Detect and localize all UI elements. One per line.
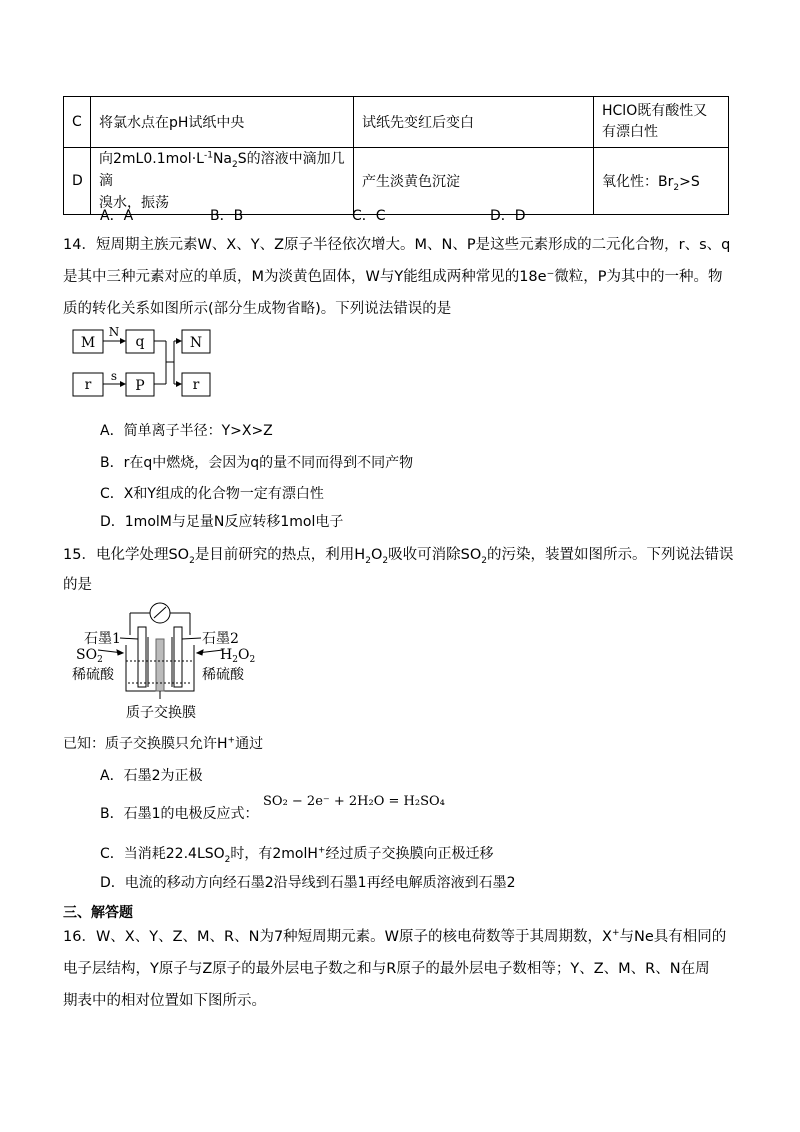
q15-option-a: A．石墨2为正极 xyxy=(100,768,203,784)
label-membrane: 质子交换膜 xyxy=(126,705,196,721)
op-sup: -1 xyxy=(203,150,213,161)
operation-line: 溴水，振荡 xyxy=(99,195,169,211)
op-text: 向2mL0.1mol·L xyxy=(99,151,204,167)
label-h2o2: $H_2O_2$ xyxy=(220,647,256,665)
q16-text: 16．W、X、Y、Z、M、R、N为7种短周期元素。W原子的核电荷数等于其周期数，X xyxy=(63,929,612,945)
concl-text: >S xyxy=(679,174,700,190)
q14-stem-line: 是其中三种元素对应的单质，M为淡黄色固体，W与Y能组成两种常见的18e⁻微粒，P为其中的一种。物 xyxy=(63,269,723,285)
q15-stem-line xyxy=(63,543,733,564)
conclusion-cell xyxy=(594,97,729,148)
known-sup: + xyxy=(227,735,236,746)
label-so2: $SO_2$ xyxy=(76,647,103,665)
label-arrow-s: s xyxy=(110,369,118,383)
q15-sub: 2 xyxy=(382,555,389,566)
q15-sub: 2 xyxy=(189,555,195,566)
q15-text: 是目前研究的热点，利用H xyxy=(194,547,366,563)
q15-option-d: D．电流的移动方向经石墨2沿导线到石墨1再经电解质溶液到石墨2 xyxy=(100,875,516,891)
q13-option-a: A．A xyxy=(100,208,134,224)
optc-sub: 2 xyxy=(224,854,231,865)
label-acid-left: 稀硫酸 xyxy=(72,667,114,683)
conclusion-line: HClO既有酸性又 xyxy=(602,103,708,119)
q15-option-b xyxy=(100,803,259,823)
label-r2: r xyxy=(192,377,200,393)
op-text: Na xyxy=(212,151,232,167)
op-sub: 2 xyxy=(232,159,238,170)
label-graphite-2: 石墨2 xyxy=(202,631,239,647)
q15-option-c xyxy=(100,843,493,863)
optc-text: 经过质子交换膜向正极迁移 xyxy=(325,846,494,862)
q15-sub: 2 xyxy=(481,555,487,566)
label-q: q xyxy=(135,334,145,350)
h2o2-arrow-head xyxy=(197,650,203,655)
concl-sub: 2 xyxy=(673,182,680,193)
table-row xyxy=(64,148,729,215)
q14-option-a: A．简单离子半径：Y>X>Z xyxy=(100,423,273,439)
label-n: N xyxy=(189,335,203,351)
q16-stem-line: 电子层结构，Y原子与Z原子的最外层电子数之和与R原子的最外层电子数相等；Y、Z、M、R、N在周 xyxy=(63,961,710,977)
operation-cell: 将氯水点在pH试纸中央 xyxy=(91,97,354,148)
phenomenon-cell: 试纸先变红后变白 xyxy=(354,97,594,148)
q14-option-c: C．X和Y组成的化合物一定有漂白性 xyxy=(100,486,324,502)
q16-sup: + xyxy=(611,928,620,939)
q13-option-c: C．C xyxy=(352,208,386,224)
q15-sub: 2 xyxy=(365,555,371,566)
q16-text: 与Ne具有相同的 xyxy=(619,929,727,945)
q14-option-d: D．1molM与足量N反应转移1mol电子 xyxy=(100,514,344,530)
q15-text: 吸收可消除SO xyxy=(388,547,482,563)
table-row xyxy=(64,97,729,148)
leader-line xyxy=(182,638,201,639)
label-acid-right: 稀硫酸 xyxy=(202,667,244,683)
q15-known xyxy=(63,733,263,753)
graphite-electrode-2 xyxy=(174,627,182,687)
known-text: 通过 xyxy=(235,736,264,752)
q14-conversion-diagram xyxy=(70,325,230,400)
section-heading: 三、解答题 xyxy=(63,905,133,921)
q15-stem-line: 的是 xyxy=(63,577,92,593)
concl-text: 氧化性：Br xyxy=(602,174,674,190)
conclusion-cell xyxy=(594,148,729,215)
conclusion-line: 有漂白性 xyxy=(602,124,658,140)
leader-line xyxy=(120,638,138,639)
operation-line xyxy=(99,148,353,192)
q15-text: O xyxy=(370,547,383,563)
q14-stem-line: 质的转化关系如图所示(部分生成物省略)。下列说法错误的是 xyxy=(63,301,452,317)
label-r1: r xyxy=(84,377,92,393)
electrolysis-cell-figure xyxy=(68,595,268,725)
label-m: M xyxy=(80,335,96,351)
q15-text: 15．电化学处理SO xyxy=(63,547,190,563)
so2-arrow-head xyxy=(117,650,123,655)
optc-text: C．当消耗22.4LSO xyxy=(100,846,225,862)
label-arrow-n: N xyxy=(108,325,120,339)
q15-text: 的污染，装置如图所示。下列说法错误 xyxy=(486,547,734,563)
q15-option-b-equation: SO₂ − 2e⁻ + 2H₂O = H₂SO₄ xyxy=(263,794,445,809)
optc-sup: + xyxy=(317,845,326,856)
op-text: S的溶液中滴加几滴 xyxy=(99,151,345,189)
optb-label: B．石墨1的电极反应式： xyxy=(100,806,259,822)
q13-option-d: D．D xyxy=(490,208,526,224)
optc-text: 时，有2molH xyxy=(230,846,318,862)
phenomenon-cell: 产生淡黄色沉淀 xyxy=(354,148,594,215)
known-text: 已知：质子交换膜只允许H xyxy=(63,736,228,752)
row-label: C xyxy=(64,97,91,148)
q14-option-b: B．r在q中燃烧，会因为q的量不同而得到不同产物 xyxy=(100,455,414,471)
ammeter-needle xyxy=(154,607,166,618)
row-label: D xyxy=(64,148,91,215)
label-p: P xyxy=(135,378,145,394)
q16-stem-line xyxy=(63,925,726,946)
label-graphite-1: 石墨1 xyxy=(84,631,121,647)
experiment-table xyxy=(63,96,729,215)
q14-stem-line: 14．短周期主族元素W、X、Y、Z原子半径依次增大。M、N、P是这些元素形成的二元化合物，r、s、q xyxy=(63,237,731,253)
q16-stem-line: 期表中的相对位置如下图所示。 xyxy=(63,993,266,1009)
graphite-electrode-1 xyxy=(138,627,146,687)
q13-option-b: B．B xyxy=(210,208,244,224)
